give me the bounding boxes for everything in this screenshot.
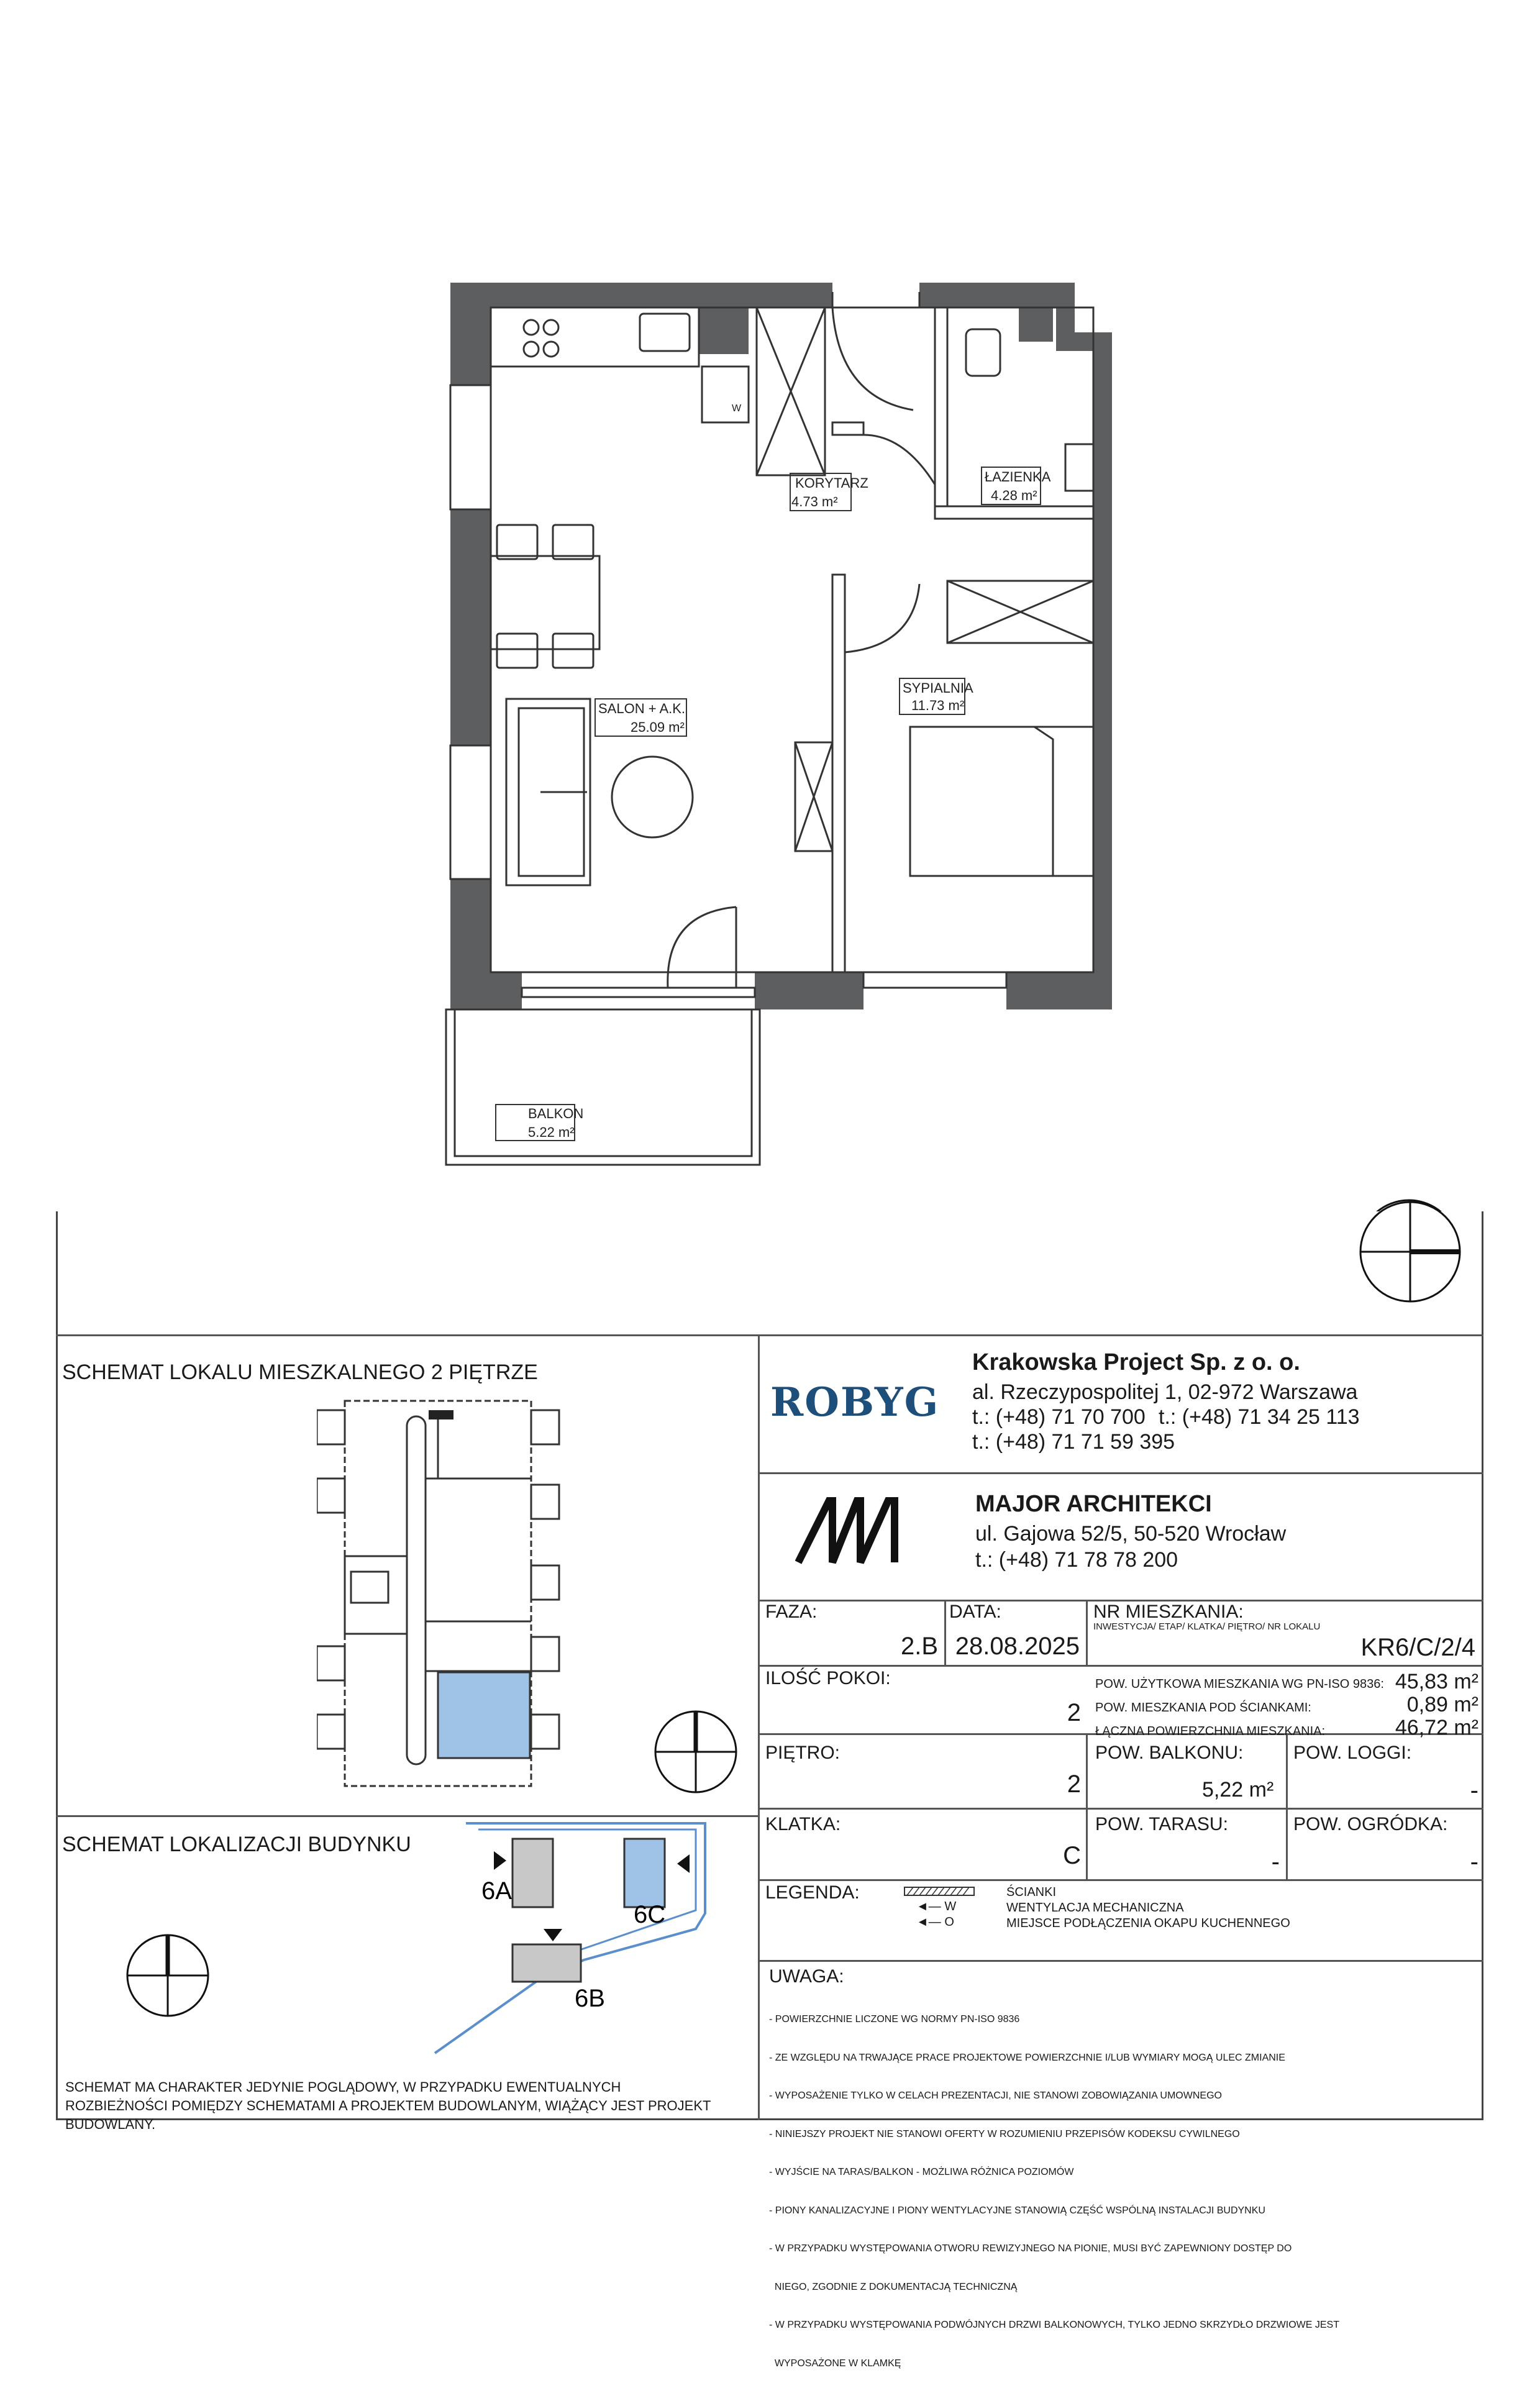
developer-phone1: t.: (+48) 71 70 700 [972, 1405, 1146, 1429]
location-schema-title: SCHEMAT LOKALIZACJI BUDYNKU [62, 1833, 411, 1856]
architect-address: ul. Gajowa 52/5, 50-520 Wrocław [975, 1522, 1287, 1546]
note-item: - WYJŚCIE NA TARAS/BALKON - MOŻLIWA RÓŻNICA POZIOMÓW [769, 2167, 1074, 2177]
architect-logo-icon [795, 1497, 901, 1565]
pokoje-label: ILOŚĆ POKOI: [765, 1668, 891, 1688]
balkon-label: POW. BALKONU: [1095, 1743, 1244, 1763]
nr-label: NR MIESZKANIA: [1093, 1602, 1244, 1622]
label-6a: 6A [481, 1877, 512, 1905]
data-label: DATA: [949, 1602, 1001, 1622]
compass-location-icon [124, 1932, 211, 2019]
building-6c [624, 1839, 665, 1907]
room-label-korytarz: KORYTARZ [795, 475, 868, 491]
wall-left-mid [450, 509, 491, 745]
building-6a [513, 1839, 553, 1907]
legend-item-vent: WENTYLACJA MECHANICZNA [1006, 1901, 1184, 1915]
divider-dev [758, 1472, 1483, 1474]
legend-hood-letter: O [944, 1915, 954, 1929]
divider-main [56, 1334, 1483, 1336]
note-item: - NINIEJSZY PROJEKT NIE STANOWI OFERTY W ROZUMIENIU PRZEPISÓW KODEKSU CYWILNEGO [769, 2128, 1240, 2139]
legend-item-hood: MIEJSCE PODŁĄCZENIA OKAPU KUCHENNEGO [1006, 1916, 1290, 1930]
divider-row4 [758, 1879, 1483, 1881]
compass-small-icon [652, 1708, 739, 1795]
divider-row3 [758, 1808, 1483, 1810]
legend-label: LEGENDA: [765, 1882, 860, 1903]
pow-laczna-value: 46,72 m² [1395, 1716, 1478, 1739]
building-6b [513, 1944, 581, 1982]
divider-row1 [758, 1665, 1483, 1667]
vent-shaft-bath [1019, 308, 1053, 342]
disclaimer: SCHEMAT MA CHARAKTER JEDYNIE POGLĄDOWY, W PRZYPADKU EWENTUALNYCH ROZBIEŻNOŚCI POMIĘDZY SCHEMATAMI A PROJEKTEM BUDOWLANYM, WIĄŻĄCY JEST PROJEKT BUDOWLANY. [65, 2079, 711, 2132]
note-item: - W PRZYPADKU WYSTĘPOWANIA OTWORU REWIZYJNEGO NA PIONIE, MUSI BYĆ ZAPEWNIONY DOSTĘP DO [769, 2243, 1292, 2254]
wall-top-bath [919, 283, 1075, 308]
bathroom-bottom-wall [935, 506, 1093, 519]
divider-col-a [1086, 1733, 1088, 1879]
room-label-balkon: BALKON [528, 1106, 584, 1121]
balkon-value: 5,22 m² [1202, 1778, 1274, 1802]
room-label-sypialnia: SYPIALNIA [903, 680, 973, 696]
taras-label: POW. TARASU: [1095, 1814, 1228, 1834]
ogrodek-label: POW. OGRÓDKA: [1293, 1814, 1448, 1834]
floor-schema [317, 1392, 565, 1789]
ogrodek-value: - [1470, 1848, 1478, 1875]
developer-phone2: t.: (+48) 71 34 25 113 [1159, 1405, 1360, 1429]
divider-col-b [1286, 1733, 1288, 1879]
room-area-balkon: 5.22 m² [528, 1124, 575, 1140]
room-area-lazienka: 4.28 m² [991, 488, 1037, 503]
note-item: WYPOSAŻONE W KLAMKĘ [769, 2358, 901, 2369]
label-6b: 6B [575, 1985, 605, 2012]
note-item: - PIONY KANALIZACYJNE I PIONY WENTYLACYJNE STANOWIĄ CZĘŚĆ WSPÓLNĄ INSTALACJI BUDYNKU [769, 2205, 1265, 2216]
notes-label: UWAGA: [769, 1966, 844, 1987]
loggia-label: POW. LOGGI: [1293, 1743, 1412, 1763]
compass-icon [1357, 1199, 1463, 1305]
legend-item-walls: ŚCIANKI [1006, 1885, 1057, 1899]
architect-name: MAJOR ARCHITEKCI [975, 1491, 1212, 1517]
wall-bottom-left [450, 972, 522, 1009]
corridor-wall [832, 422, 863, 435]
taras-value: - [1271, 1848, 1280, 1875]
pietro-value: 2 [1067, 1770, 1081, 1798]
location-schema [398, 1817, 721, 2059]
legend-vent-symbol: ◄— W [916, 1900, 957, 1913]
notes-list [769, 1988, 1339, 2383]
klatka-value: C [1063, 1842, 1081, 1869]
faza-value: 2.B [900, 1633, 938, 1660]
vent-symbol-kitchen: W [732, 403, 742, 414]
legend-wall-icon [904, 1887, 975, 1897]
nr-sublabel: INWESTYCJA/ ETAP/ KLATKA/ PIĘTRO/ NR LOKALU [1093, 1621, 1321, 1632]
pow-scianki-label: POW. MIESZKANIA POD ŚCIANKAMI: [1095, 1701, 1311, 1715]
pow-uzytkowa-label: POW. UŻYTKOWA MIESZKANIA WG PN-ISO 9836: [1095, 1677, 1384, 1691]
wall-left-upper [450, 283, 491, 385]
legend-vent-letter: W [944, 1900, 957, 1913]
bathroom-wall [935, 308, 947, 519]
room-area-korytarz: 4.73 m² [791, 494, 838, 509]
developer-address: al. Rzeczypospolitej 1, 02-972 Warszawa [972, 1380, 1358, 1404]
pietro-label: PIĘTRO: [765, 1743, 841, 1763]
note-item: - ZE WZGLĘDU NA TRWAJĄCE PRACE PROJEKTOWE POWIERZCHNIE I/LUB WYMIARY MOGĄ ULEC ZMIANIE [769, 2052, 1285, 2063]
vent-shaft-kitchen [699, 304, 749, 354]
floor-schema-highlight [438, 1672, 530, 1758]
loggia-value: - [1470, 1777, 1478, 1804]
pow-laczna-label: ŁĄCZNA POWIERZCHNIA MIESZKANIA: [1095, 1725, 1326, 1738]
developer-logo: ROBYG [770, 1379, 940, 1426]
room-area-sypialnia: 11.73 m² [911, 698, 965, 713]
nr-value: KR6/C/2/4 [1360, 1634, 1475, 1661]
developer-name: Krakowska Project Sp. z o. o. [972, 1349, 1300, 1375]
room-label-lazienka: ŁAZIENKA [985, 469, 1051, 485]
developer-phone3: t.: (+48) 71 71 59 395 [972, 1430, 1175, 1454]
pokoje-value: 2 [1067, 1699, 1081, 1726]
pow-scianki-value: 0,89 m² [1406, 1693, 1478, 1716]
room-area-salon: 25.09 m² [631, 719, 685, 735]
architect-phone: t.: (+48) 71 78 78 200 [975, 1548, 1178, 1572]
note-item: - W PRZYPADKU WYSTĘPOWANIA PODWÓJNYCH DRZWI BALKONOWYCH, TYLKO JEDNO SKRZYDŁO DRZWIOWE JEST [769, 2320, 1339, 2330]
wall-bottom-right [1006, 972, 1112, 1009]
label-6c: 6C [634, 1901, 666, 1928]
pow-uzytkowa-value: 45,83 m² [1395, 1670, 1478, 1693]
bedroom-wall [832, 575, 845, 972]
note-item: - WYPOSAŻENIE TYLKO W CELACH PREZENTACJI, NIE STANOWI ZOBOWIĄZANIA UMOWNEGO [769, 2090, 1222, 2101]
faza-label: FAZA: [765, 1602, 818, 1622]
floor-schema-title: SCHEMAT LOKALU MIESZKALNEGO 2 PIĘTRZE [62, 1360, 538, 1384]
note-item: - POWIERZCHNIE LICZONE WG NORMY PN-ISO 9836 [769, 2014, 1020, 2025]
wall-bottom-mid [755, 972, 863, 1009]
divider-row5 [758, 1960, 1483, 1962]
data-value: 28.08.2025 [955, 1633, 1080, 1660]
legend-hood-symbol: ◄— O [916, 1915, 954, 1929]
divider-col-data [1086, 1600, 1088, 1665]
divider-left-right [758, 1334, 760, 2120]
room-label-salon: SALON + A.K. [598, 701, 686, 716]
klatka-label: KLATKA: [765, 1814, 841, 1834]
note-item: NIEGO, ZGODNIE Z DOKUMENTACJĄ TECHNICZNĄ [769, 2281, 1018, 2292]
